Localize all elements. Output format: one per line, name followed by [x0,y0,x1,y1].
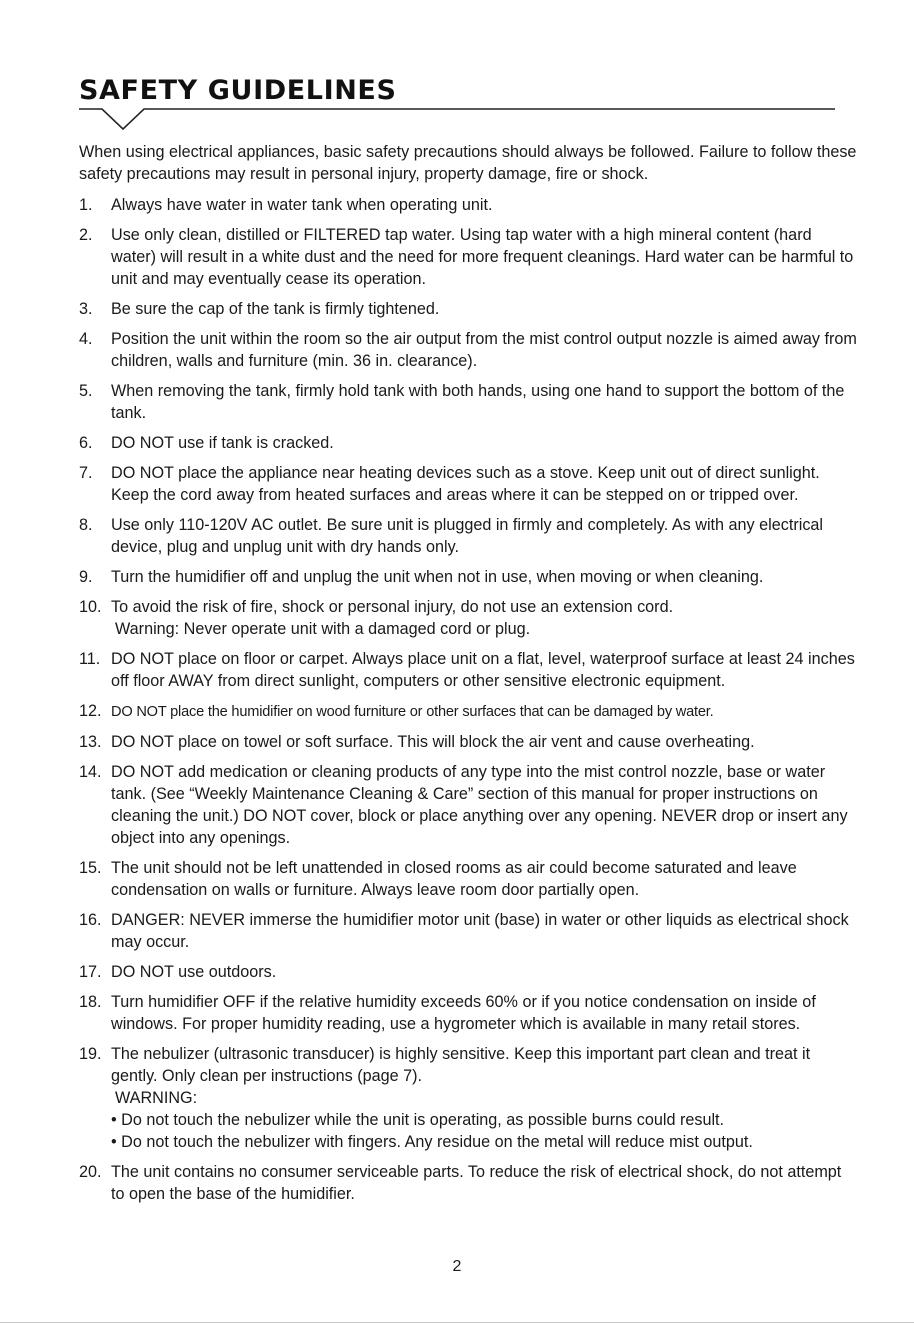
item-text: DO NOT place the humidifier on wood furniture or other surfaces that can be damaged by water. [111,704,714,720]
item-number: 13. [79,733,102,751]
item-number: 2. [79,226,93,244]
warning-bullet: • Do not touch the nebulizer with fingers. Any residue on the metal will reduce mist output. [111,1133,753,1151]
item-text: To avoid the risk of fire, shock or personal injury, do not use an extension cord. [111,598,674,616]
item-number: 15. [79,859,102,877]
list-item [79,731,859,753]
item-text: DO NOT use outdoors. [111,963,277,981]
item-text: DO NOT place on floor or carpet. Always place unit on a flat, level, waterproof surface at least 24 inches off floor AWAY from direct sunlight, computers or other sensitive electronic equipment. [111,650,855,690]
intro-paragraph: When using electrical appliances, basic safety precautions should always be followed. Failure to follow these safety precautions may result in personal injury, property damage, fire or shock. [79,143,857,183]
list-item [79,961,859,983]
item-text: Turn humidifier OFF if the relative humidity exceeds 60% or if you notice condensation on inside of windows. For proper humidity reading, use a hygrometer which is available in many retail stores. [111,993,816,1033]
item-number: 14. [79,763,102,781]
list-item [79,432,859,454]
guidelines-list [79,194,859,1213]
list-item [79,596,859,640]
item-number: 12. [79,702,102,720]
item-number: 3. [79,300,93,318]
list-item [79,566,859,588]
page-number: 2 [452,1258,462,1275]
list-item [79,328,859,372]
page-edge-line [0,1322,914,1323]
list-item [79,380,859,424]
item-text: Be sure the cap of the tank is firmly tightened. [111,300,440,318]
item-text: Always have water in water tank when operating unit. [111,196,493,214]
item-number: 4. [79,330,93,348]
item-number: 1. [79,196,93,214]
item-text: Use only 110-120V AC outlet. Be sure unit is plugged in firmly and completely. As with any electrical device, plug and unplug unit with dry hands only. [111,516,824,556]
list-item [79,462,859,506]
item-number: 17. [79,963,102,981]
list-item [79,857,859,901]
item-text: DANGER: NEVER immerse the humidifier motor unit (base) in water or other liquids as electrical shock may occur. [111,911,849,951]
item-number: 6. [79,434,93,452]
warning-bullet: • Do not touch the nebulizer while the unit is operating, as possible burns could result. [111,1111,725,1129]
list-item [79,761,859,849]
item-text: Turn the humidifier off and unplug the unit when not in use, when moving or when cleaning. [111,568,764,586]
list-item [79,514,859,558]
list-item [79,909,859,953]
list-item [79,1043,859,1153]
warning-text: Warning: Never operate unit with a damaged cord or plug. [115,620,531,638]
item-text: The unit should not be left unattended in closed rooms as air could become saturated and leave condensation on walls or furniture. Always leave room door partially open. [111,859,797,899]
item-number: 5. [79,382,93,400]
list-item [79,648,859,692]
item-text: Position the unit within the room so the air output from the mist control output nozzle is aimed away from children, walls and furniture (min. 36 in. clearance). [111,330,857,370]
list-item [79,1161,859,1205]
list-item [79,700,859,723]
item-text: The unit contains no consumer serviceable parts. To reduce the risk of electrical shock, do not attempt to open the base of the humidifier. [111,1163,842,1203]
item-text: DO NOT place on towel or soft surface. This will block the air vent and cause overheating. [111,733,755,751]
item-number: 19. [79,1045,102,1063]
item-text: DO NOT use if tank is cracked. [111,434,334,452]
item-number: 10. [79,598,102,616]
list-item [79,224,859,290]
item-text: DO NOT add medication or cleaning products of any type into the mist control nozzle, base or water tank. (See “Weekly Maintenance Cleaning & Care” section of this manual for proper instructions on cleaning the unit.) DO NOT cover, block or place anything over any opening. NEVER drop or insert any object into any openings. [111,763,848,847]
warning-label: WARNING: [115,1089,198,1107]
item-number: 16. [79,911,102,929]
item-number: 20. [79,1163,102,1181]
item-text: The nebulizer (ultrasonic transducer) is highly sensitive. Keep this important part clean and treat it gently. Only clean per instructions (page 7). [111,1045,811,1085]
list-item [79,991,859,1035]
title-underline [79,106,835,132]
list-item [79,194,859,216]
item-number: 11. [79,650,101,668]
item-number: 8. [79,516,93,534]
item-number: 7. [79,464,93,482]
page-title: SAFETY GUIDELINES [79,75,397,106]
item-text: When removing the tank, firmly hold tank with both hands, using one hand to support the bottom of the tank. [111,382,845,422]
item-text: DO NOT place the appliance near heating devices such as a stove. Keep unit out of direct sunlight. Keep the cord away from heated surfaces and areas where it can be stepped on or tripped over. [111,464,820,504]
item-number: 18. [79,993,102,1011]
item-text: Use only clean, distilled or FILTERED tap water. Using tap water with a high mineral content (hard water) will result in a white dust and the need for more frequent cleanings. Hard water can be harmful to unit and may eventually cease its operation. [111,226,854,288]
list-item [79,298,859,320]
item-number: 9. [79,568,93,586]
